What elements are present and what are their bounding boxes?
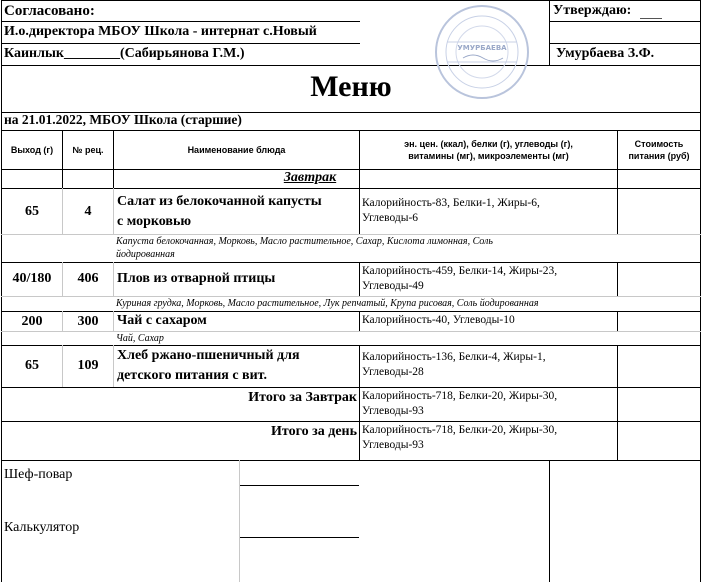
col-line [617,311,618,331]
total-day-label: Итого за день [271,424,357,439]
dish-yield: 40/180 [12,271,52,286]
row-line [1,387,701,388]
agreed-signature: Каинлык________(Сабирьянова Г.М.) [4,46,245,61]
dish-name-line1: Салат из белокочанной капусты [117,194,322,209]
col-line [617,262,618,296]
dish-ingredients: Куриная грудка, Морковь, Масло растительное, Лук репчатый, Крупа рисовая, Соль йодированная [116,298,539,309]
dish-nutrition: Калорийность-40, Углеводы-10 [362,314,515,326]
dish-nutrition [362,350,616,380]
header-line [549,43,701,44]
col-line [359,311,360,331]
row-line [1,421,701,422]
dish-recipe: 300 [77,313,99,329]
total-day-nutrition-line2: Углеводы-93 [362,439,424,451]
row-line [1,262,701,263]
dish-nutrition [362,264,616,294]
dish-nutrition [362,196,616,226]
dish-yield: 200 [21,313,43,329]
col-line [113,345,114,387]
approved-label: Утверждаю: [553,3,632,18]
header-line [1,21,360,22]
total-day-nutrition-line1: Калорийность-718, Белки-20, Жиры-30, [362,424,558,436]
dish-ingredients-line1: Капуста белокочанная, Морковь, Масло растительное, Сахар, Кислота лимонная, Соль [116,236,493,247]
agreed-label: Согласовано: [4,3,95,19]
col-header-yield: Выход (г) [10,145,54,155]
dish-nutrition-line1: Калорийность-83, Белки-1, Жиры-6, [362,197,540,209]
meal-bottom-line [1,188,701,189]
col-header-price-line2: питания (руб) [628,151,690,161]
dish-name-line2: с морковью [117,214,192,229]
col-line [359,345,360,460]
approved-name: Умурбаева З.Ф. [556,46,655,61]
col-header-dish: Наименование блюда [187,145,286,155]
calculator-label: Калькулятор [4,520,80,535]
dish-name: Чай с сахаром [117,313,207,328]
col-line [359,188,360,234]
frame-top [1,0,701,1]
col-line [239,460,240,582]
col-header-nutrition-line2: витамины (мг), микроэлементы (мг) [408,151,569,161]
approved-signature-line [640,18,662,19]
dish-ingredients-line2: йодированная [116,249,175,260]
dish-ingredients [116,235,616,261]
calculator-signature-line [240,537,359,538]
col-line [113,311,114,331]
dish-name [117,346,357,386]
dish-nutrition-line1: Калорийность-459, Белки-14, Жиры-23, [362,265,558,277]
dish-nutrition-line1: Калорийность-136, Белки-4, Жиры-1, [362,351,546,363]
total-breakfast-label: Итого за Завтрак [248,390,357,405]
svg-text:УМУРБАЕВА: УМУРБАЕВА [457,44,507,52]
dish-yield: 65 [25,204,39,219]
dish-nutrition-line2: Углеводы-6 [362,212,419,224]
header-line [1,43,360,44]
col-line [113,188,114,234]
col-line [359,262,360,296]
dish-nutrition-line2: Углеводы-49 [362,280,424,292]
dish-ingredients: Чай, Сахар [116,333,164,344]
col-line [549,460,550,582]
col-header-nutrition-line1: эн. цен. (ккал), белки (г), углеводы (г), [404,139,573,149]
total-day-nutrition [362,423,616,453]
header-line [549,21,701,22]
meal-title: Завтрак [283,170,337,185]
dish-recipe: 109 [77,358,99,373]
col-header-price-line1: Стоимость [634,139,684,149]
chef-label: Шеф-повар [4,467,73,482]
dish-nutrition-line2: Углеводы-28 [362,366,424,378]
col-line [617,188,618,234]
page-title: Меню [310,70,392,103]
col-header-recipe: № рец. [72,145,104,155]
total-breakfast-nutrition-line1: Калорийность-718, Белки-20, Жиры-30, [362,390,558,402]
dish-name-line1: Хлеб ржано-пшеничный для [117,348,300,363]
dish-recipe: 406 [77,271,99,286]
chef-signature-line [240,485,359,486]
col-line [113,262,114,296]
header-bottom-line [1,65,701,66]
dish-recipe: 4 [84,204,92,219]
dish-yield: 65 [25,358,39,373]
dish-name [117,192,357,232]
col-header-price [618,131,700,169]
col-header-nutrition [360,131,617,169]
total-breakfast-nutrition [362,389,616,419]
header-divider [549,0,550,65]
row-line [1,460,701,461]
agreed-position: И.о.директора МБОУ Школа - интернат с.Новый [4,24,317,39]
dish-name-line2: детского питания с вит. [117,368,268,383]
col-line [617,345,618,460]
menu-subtitle: на 21.01.2022, МБОУ Школа (старшие) [4,112,242,127]
total-breakfast-nutrition-line2: Углеводы-93 [362,405,424,417]
dish-name: Плов из отварной птицы [117,271,276,286]
